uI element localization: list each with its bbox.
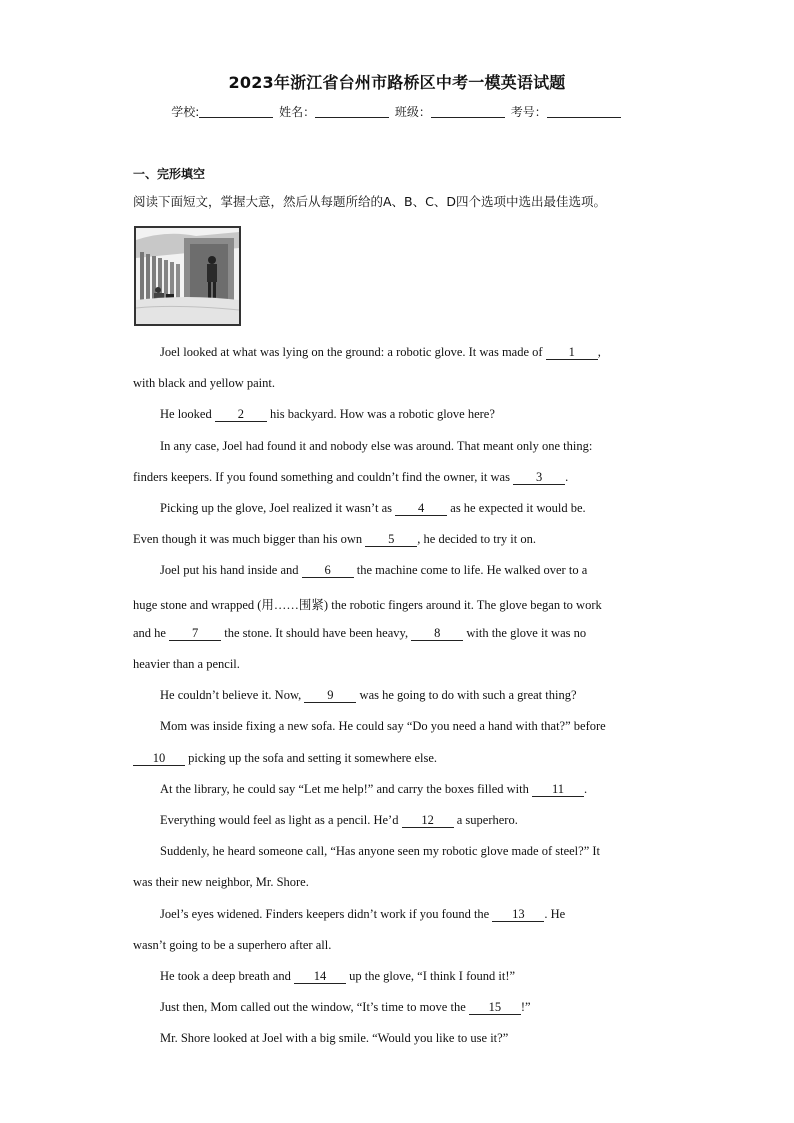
passage-text: !” xyxy=(520,1000,531,1015)
passage-text: with the glove it was no xyxy=(463,625,587,640)
exam-number-label: 考号： xyxy=(510,105,547,119)
passage-text: At the library, he could say “Let me help!” and carry the boxes filled with xyxy=(160,781,529,796)
passage-line xyxy=(160,688,577,703)
answer-blank-13[interactable]: 13 xyxy=(492,907,544,922)
passage-line xyxy=(133,875,309,890)
passage-text: his backyard. How was a robotic glove here? xyxy=(266,407,495,422)
passage-line xyxy=(160,407,495,422)
answer-blank-5[interactable]: 5 xyxy=(365,532,417,547)
passage-text: was their new neighbor, Mr. Shore. xyxy=(133,875,309,890)
passage-text: and he xyxy=(133,625,166,640)
exam-number-blank[interactable] xyxy=(547,104,621,118)
passage-text: . xyxy=(565,469,569,484)
passage-line xyxy=(160,844,600,859)
answer-blank-10[interactable]: 10 xyxy=(133,751,185,766)
passage-text: up the glove, “I think I found it!” xyxy=(345,969,516,983)
passage-text: huge stone and wrapped (用……围紧) the robotic fingers around it. The glove began to work xyxy=(133,597,602,612)
passage-line xyxy=(160,1031,508,1046)
passage-text: Joel’s eyes widened. Finders keepers didn’t work if you found the xyxy=(160,906,490,921)
passage-line xyxy=(133,470,568,485)
school-label: 学校: xyxy=(171,105,200,119)
passage-line xyxy=(160,345,601,360)
passage-line xyxy=(160,1000,531,1015)
passage-text: wasn’t going to be a superhero after all. xyxy=(133,937,332,952)
section-heading: 一、完形填空 xyxy=(133,167,206,181)
passage-text: , xyxy=(597,345,601,359)
school-blank[interactable] xyxy=(199,104,273,118)
passage-text: Everything would feel as light as a pencil. He’d xyxy=(160,813,399,827)
answer-blank-14[interactable]: 14 xyxy=(294,969,346,984)
answer-blank-3[interactable]: 3 xyxy=(513,470,565,485)
page-title: 2023年浙江省台州市路桥区中考一模英语试题 xyxy=(228,73,566,92)
passage-text: was he going to do with such a great thing? xyxy=(356,688,577,703)
passage-text: Joel looked at what was lying on the ground: a robotic glove. It was made of xyxy=(160,345,543,359)
passage-line xyxy=(160,439,592,454)
passage-text: a superhero. xyxy=(453,813,518,827)
passage-text: He took a deep breath and xyxy=(160,969,291,983)
passage-text: Joel put his hand inside and xyxy=(160,563,299,578)
class-blank[interactable] xyxy=(431,104,505,118)
passage-line xyxy=(160,501,586,516)
passage-text: Even though it was much bigger than his own xyxy=(133,532,363,547)
answer-blank-7[interactable]: 7 xyxy=(169,626,221,641)
student-info-row xyxy=(0,103,794,120)
answer-blank-4[interactable]: 4 xyxy=(395,501,447,516)
passage-line xyxy=(160,813,518,828)
passage-line xyxy=(133,532,536,547)
passage-line xyxy=(133,626,586,641)
answer-blank-11[interactable]: 11 xyxy=(532,782,584,797)
answer-blank-15[interactable]: 15 xyxy=(469,1000,521,1015)
passage-line xyxy=(160,782,587,797)
section-instruction: 阅读下面短文，掌握大意，然后从每题所给的A、B、C、D四个选项中选出最佳选项。 xyxy=(133,194,606,209)
passage-text: Suddenly, he heard someone call, “Has anyone seen my robotic glove made of steel?” It xyxy=(160,844,601,859)
class-label: 班级： xyxy=(394,105,431,119)
passage-text: He looked xyxy=(160,407,212,422)
passage-line xyxy=(133,751,437,766)
passage-text: . He xyxy=(544,906,566,921)
passage-text: . xyxy=(583,781,588,796)
answer-blank-9[interactable]: 9 xyxy=(304,688,356,703)
passage-text: the stone. It should have been heavy, xyxy=(221,625,409,640)
passage-line xyxy=(133,938,331,953)
illustration-image xyxy=(134,226,241,326)
passage-text: , he decided to try it on. xyxy=(417,532,536,547)
passage-text: Mom was inside fixing a new sofa. He could say “Do you need a hand with that?” before xyxy=(160,719,606,734)
passage-text: as he expected it would be. xyxy=(447,501,586,515)
passage-line xyxy=(160,907,565,922)
passage-text: He couldn’t believe it. Now, xyxy=(160,688,302,703)
answer-blank-2[interactable]: 2 xyxy=(215,407,267,422)
passage-text: the machine come to life. He walked over to a xyxy=(353,563,588,578)
passage-line xyxy=(160,563,587,578)
passage-line xyxy=(133,595,602,613)
passage-text: Just then, Mom called out the window, “It’s time to move the xyxy=(160,1000,466,1015)
answer-blank-1[interactable]: 1 xyxy=(546,345,598,360)
passage-text: In any case, Joel had found it and nobody else was around. That meant only one thing: xyxy=(160,438,593,453)
passage-text: with black and yellow paint. xyxy=(133,376,275,391)
answer-blank-12[interactable]: 12 xyxy=(402,813,454,828)
passage-text: picking up the sofa and setting it somewhere else. xyxy=(185,750,438,765)
passage-line xyxy=(133,657,240,672)
passage-line xyxy=(133,376,275,391)
passage-text: finders keepers. If you found something and couldn’t find the owner, it was xyxy=(133,469,510,484)
answer-blank-8[interactable]: 8 xyxy=(411,626,463,641)
passage-text: Picking up the glove, Joel realized it wasn’t as xyxy=(160,501,393,515)
passage-text: Mr. Shore looked at Joel with a big smile. “Would you like to use it?” xyxy=(160,1031,509,1046)
passage-line xyxy=(160,719,606,734)
name-blank[interactable] xyxy=(315,104,389,118)
passage-text: heavier than a pencil. xyxy=(133,657,240,671)
answer-blank-6[interactable]: 6 xyxy=(302,563,354,578)
name-label: 姓名： xyxy=(279,105,316,119)
passage-line xyxy=(160,969,515,984)
illustration-svg xyxy=(136,228,239,324)
